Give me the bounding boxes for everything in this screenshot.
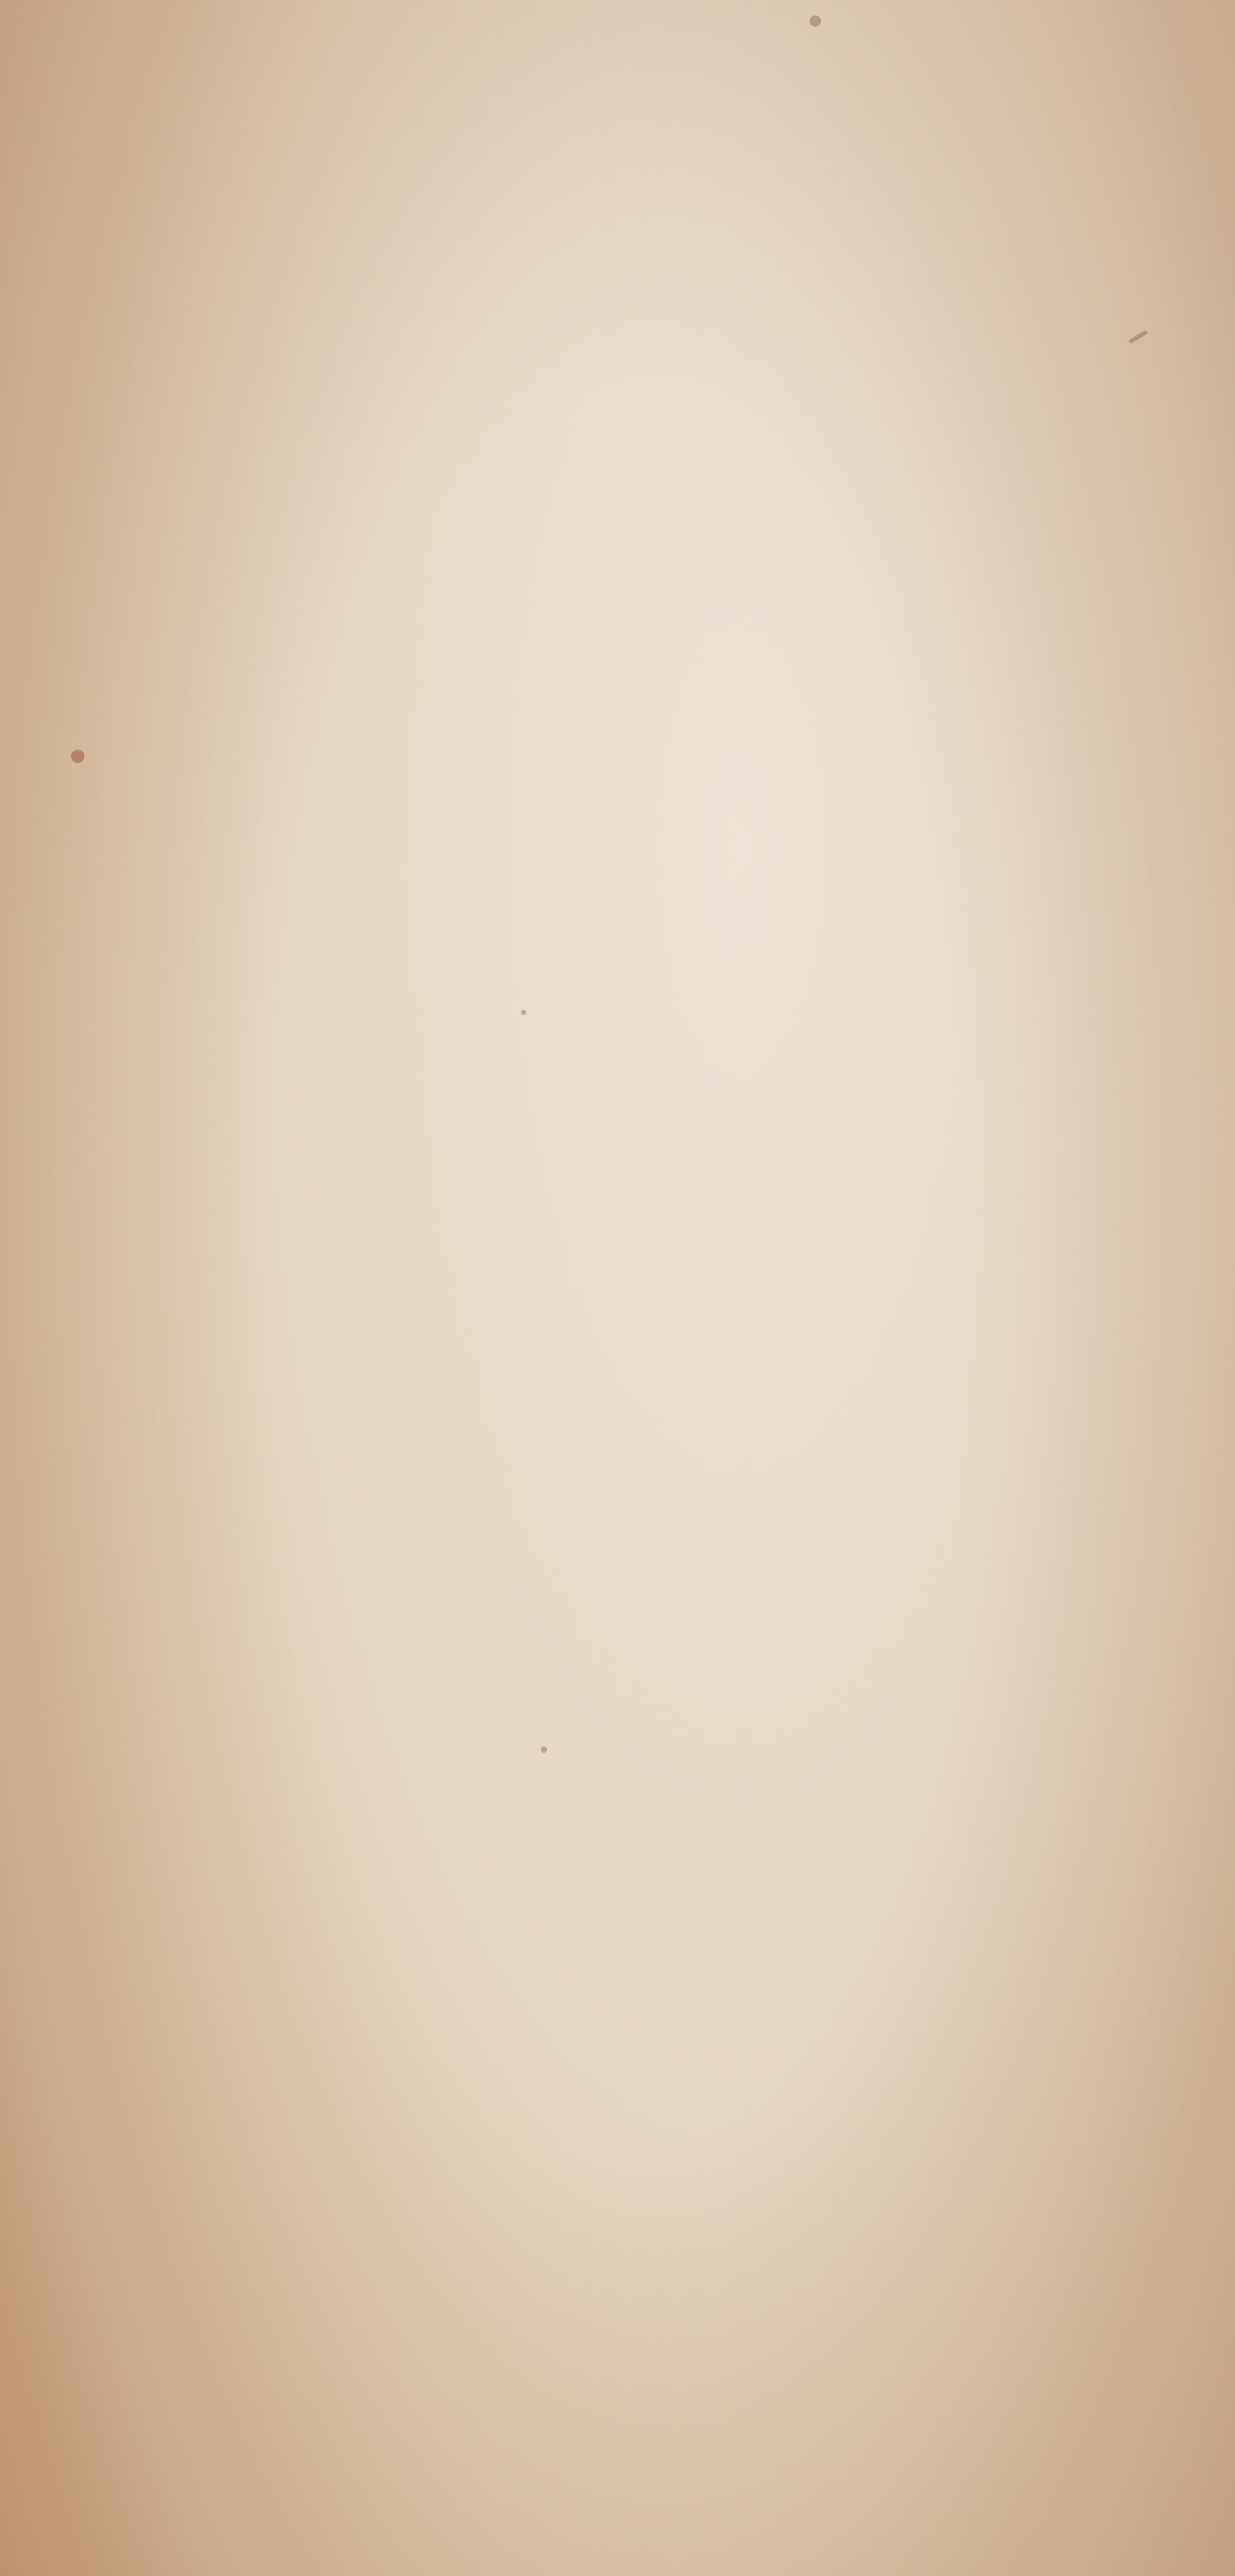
paper-speck: [810, 15, 821, 27]
paper-speck: [71, 750, 84, 763]
paper-speck: [541, 1747, 547, 1753]
paper-speck: [1128, 330, 1148, 344]
paper-speck: [521, 1010, 526, 1015]
